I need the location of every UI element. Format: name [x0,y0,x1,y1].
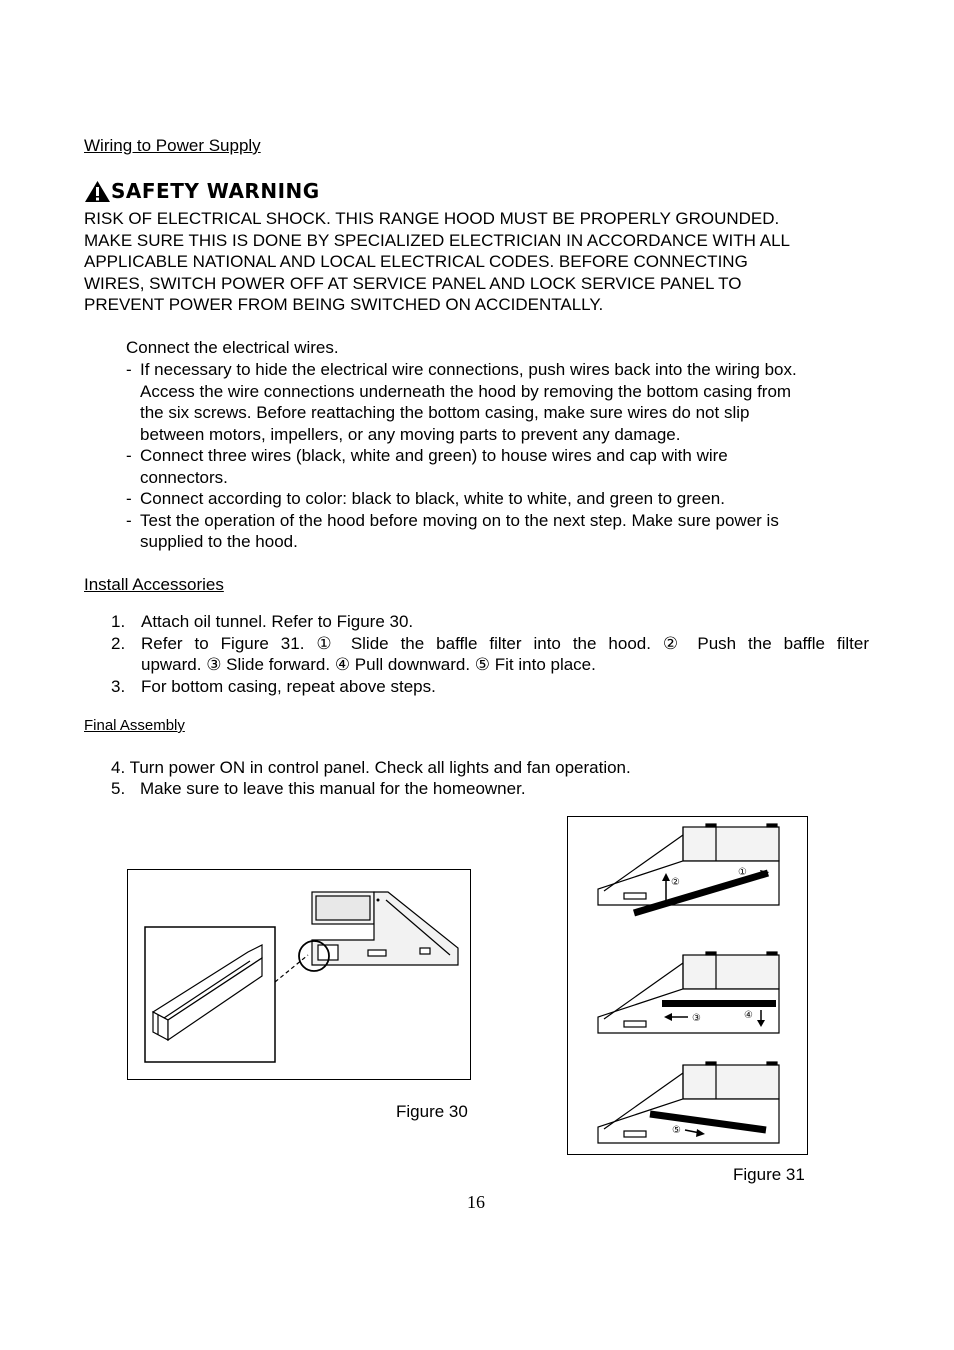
bullet-line: Test the operation of the hood before moving on to the next step. Make sure power is [140,510,779,530]
item-number: 5. [111,779,126,798]
list-item: - Connect according to color: black to black, white to white, and green to green. [126,489,725,508]
bullet-line: Connect according to color: black to black, white to white, and green to green. [140,489,725,508]
final-item-4: 4. Turn power ON in control panel. Check all lights and fan operation. [111,758,631,777]
list-item [111,611,869,633]
item-line: For bottom casing, repeat above steps. [141,676,436,696]
item-number: 1. [111,612,126,631]
item-line: Refer to Figure 31. ① Slide the baffle filter into the hood. ② Push the baffle filter [141,633,869,653]
step-2-marker: ② [671,877,680,888]
list-item: - If necessary to hide the electrical wire connections, push wires back into the wiring box. Access the wire connections underneath the hood by removing the bottom casing from the six screws. Before reattaching the bottom casing, make sure wires do not slip between motors, impellers, or any moving parts to prevent any damage. [126,360,797,444]
accessories-heading: Install Accessories [84,575,224,594]
figure-31-caption: Figure 31 [733,1165,805,1184]
step-5-marker: ⑤ [672,1125,681,1136]
wiring-heading: Wiring to Power Supply [84,136,261,155]
warning-triangle-icon [84,180,111,203]
bullet-line: Access the wire connections underneath the hood by removing the bottom casing from [140,381,792,401]
warning-line: RISK OF ELECTRICAL SHOCK. THIS RANGE HOOD MUST BE PROPERLY GROUNDED. [84,209,780,228]
step-3-marker: ③ [692,1013,701,1024]
accessories-list [111,611,869,697]
bullet-line: the six screws. Before reattaching the bottom casing, make sure wires do not slip [140,403,750,422]
bullet-line: supplied to the hood. [140,532,298,551]
list-item: - Connect three wires (black, white and green) to house wires and cap with wire connectors. [126,446,728,487]
figure-30-illustration [127,869,471,1080]
safety-warning-title [84,179,320,203]
warning-line: PREVENT POWER FROM BEING SWITCHED ON ACCIDENTALLY. [84,295,604,314]
figure-30-caption: Figure 30 [396,1102,468,1121]
list-item [111,633,869,676]
item-line: Attach oil tunnel. Refer to Figure 30. [141,612,414,631]
bullet-line: between motors, impellers, or any moving parts to prevent any damage. [140,424,681,444]
wiring-bullet-list [126,359,886,553]
bullet-line: If necessary to hide the electrical wire connections, push wires back into the wiring box. [140,360,797,379]
figure-31-step-1 [598,824,779,905]
final-heading: Final Assembly [84,717,185,734]
safety-warning-label: SAFETY WARNING [111,179,320,203]
bullet-line: Connect three wires (black, white and green) to house wires and cap with wire [140,446,728,465]
step-4-marker: ④ [744,1010,753,1021]
item-line: Make sure to leave this manual for the homeowner. [140,779,526,798]
warning-line: APPLICABLE NATIONAL AND LOCAL ELECTRICAL CODES. BEFORE CONNECTING [84,252,748,271]
bullet-line: connectors. [140,467,228,487]
item-number: 3. [111,676,126,696]
item-line: upward. ③ Slide forward. ④ Pull downward. ⑤ Fit into place. [141,655,596,674]
connect-intro: Connect the electrical wires. [126,338,339,357]
warning-text [84,208,884,316]
list-item [111,676,869,698]
figure-31-illustration [567,816,808,1155]
final-item-5 [111,778,526,800]
page-number: 16 [467,1192,485,1212]
item-number: 2. [111,633,126,653]
list-item: - Test the operation of the hood before moving on to the next step. Make sure power is supplied to the hood. [126,510,779,551]
warning-line: MAKE SURE THIS IS DONE BY SPECIALIZED ELECTRICIAN IN ACCORDANCE WITH ALL [84,230,790,250]
step-1-marker: ① [738,867,747,878]
warning-line: WIRES, SWITCH POWER OFF AT SERVICE PANEL AND LOCK SERVICE PANEL TO [84,273,742,293]
